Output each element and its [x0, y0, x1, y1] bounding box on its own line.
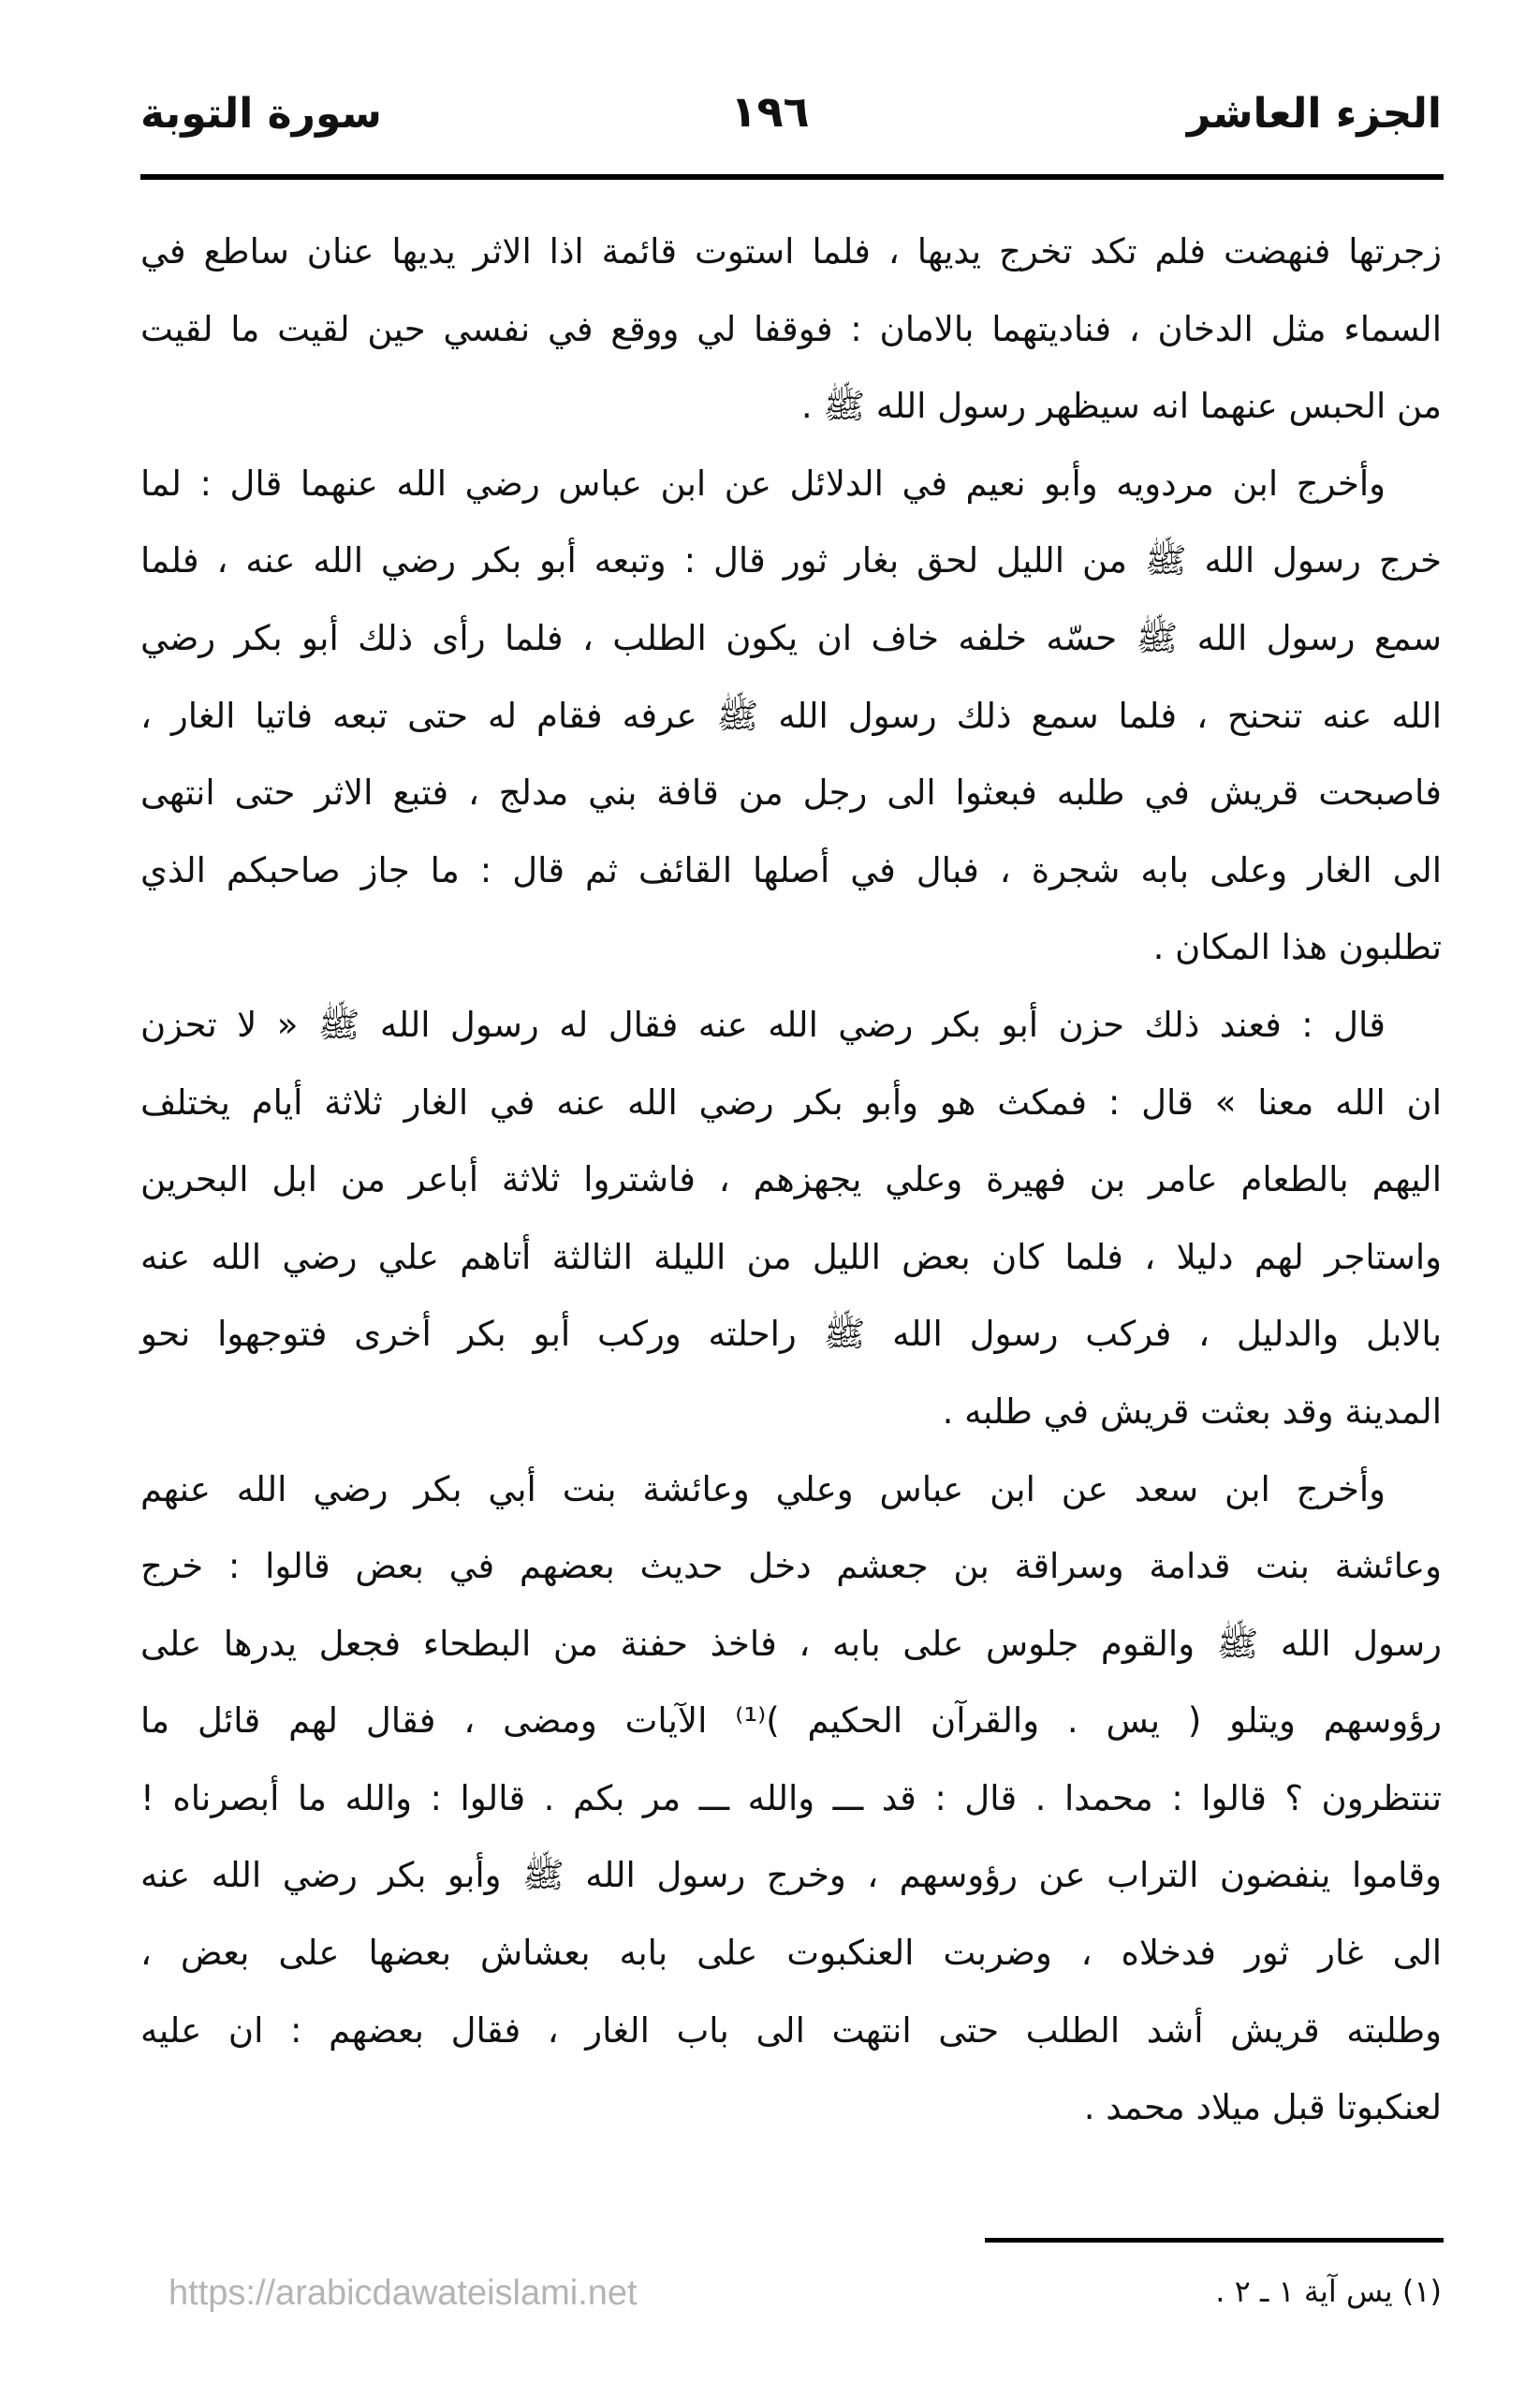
- text-line: اليهم بالطعام عامر بن فهيرة وعلي يجهزهم ، فاشتروا ثلاثة أباعر من ابل البحرين: [140, 1159, 1442, 1200]
- text-line: سمع رسول الله ﷺ حسّه خلفه خاف ان يكون الطلب ، فلما رأى ذلك أبو بكر رضي: [140, 617, 1442, 658]
- text-line: تنتظرون ؟ قالوا : محمدا . قال : قد ـــ والله ـــ مر بكم . قالوا : والله ما أبصرناه !: [140, 1777, 1442, 1818]
- text-line: وأخرج ابن مردويه وأبو نعيم في الدلائل عن ابن عباس رضي الله عنهما قال : لما: [140, 463, 1386, 504]
- text-line: وعائشة بنت قدامة وسراقة بن جعشم دخل حديث بعضهم في بعض قالوا : خرج: [140, 1546, 1442, 1587]
- paragraph: [140, 446, 1442, 987]
- text-line: رؤوسهم ويتلو ( يس . والقرآن الحكيم )⁽¹⁾ الآيات ومضى ، فقال لهم قائل ما: [140, 1700, 1442, 1742]
- paragraph: [140, 213, 1442, 446]
- text-line: الله عنه تنحنح ، فلما سمع ذلك رسول الله ﷺ عرفه فقام له حتى تبعه فاتيا الغار ،: [140, 695, 1442, 736]
- text-line: فاصبحت قريش في طلبه فبعثوا الى رجل من قافة بني مدلج ، فتبع الاثر حتى انتهى: [140, 772, 1442, 814]
- text-line: وطلبته قريش أشد الطلب حتى انتهت الى باب الغار ، فقال بعضهم : ان عليه: [140, 2009, 1442, 2051]
- running-header-part: الجزء العاشر: [1186, 90, 1442, 138]
- text-line: ان الله معنا » قال : فمكث هو وأبو بكر رضي الله عنه في الغار ثلاثة أيام يختلف: [140, 1081, 1442, 1123]
- text-line: بالابل والدليل ، فركب رسول الله ﷺ راحلته وركب أبو بكر أخرى فتوجهوا نحو: [140, 1314, 1442, 1355]
- text-line: تطلبون هذا المكان .: [1152, 927, 1442, 968]
- paragraph: [140, 987, 1442, 1451]
- header-rule: [140, 174, 1444, 180]
- text-line: خرج رسول الله ﷺ من الليل لحق بغار ثور قال : وتبعه أبو بكر رضي الله عنه ، فلما: [140, 540, 1442, 581]
- page-number: ١٩٦: [730, 86, 810, 137]
- text-line: رسول الله ﷺ والقوم جلوس على بابه ، فاخذ حفنة من البطحاء فجعل يدرها على: [140, 1623, 1442, 1664]
- text-line: السماء مثل الدخان ، فناديتهما بالامان : فوقفا لي ووقع في نفسي حين لقيت ما لقيت: [140, 308, 1442, 349]
- text-line: المدينة وقد بعثت قريش في طلبه .: [942, 1390, 1442, 1432]
- watermark-link[interactable]: https://arabicdawateislami.net: [169, 2273, 638, 2313]
- text-line: وقاموا ينفضون التراب عن رؤوسهم ، وخرج رسول الله ﷺ وأبو بكر رضي الله عنه: [140, 1855, 1442, 1896]
- footnote: (١) يس آية ١ ـ ٢ .: [1215, 2273, 1442, 2309]
- text-line: زجرتها فنهضت فلم تكد تخرج يديها ، فلما استوت قائمة اذا الاثر يديها عنان ساطع في: [140, 231, 1442, 272]
- running-header-surah: سورة التوبة: [140, 90, 382, 138]
- paragraph: [140, 1451, 1442, 2147]
- text-line: الى الغار وعلى بابه شجرة ، فبال في أصلها القائف ثم قال : ما جاز صاحبكم الذي: [140, 849, 1442, 890]
- text-line: من الحبس عنهما انه سيظهر رسول الله ﷺ .: [800, 386, 1442, 427]
- text-line: قال : فعند ذلك حزن أبو بكر رضي الله عنه فقال له رسول الله ﷺ « لا تحزن: [140, 1004, 1386, 1045]
- text-line: لعنكبوتا قبل ميلاد محمد .: [1083, 2087, 1442, 2128]
- text-line: وأخرج ابن سعد عن ابن عباس وعلي وعائشة بنت أبي بكر رضي الله عنهم: [140, 1468, 1386, 1509]
- text-line: واستاجر لهم دليلا ، فلما كان بعض الليل من الليلة الثالثة أتاهم علي رضي الله عنه: [140, 1236, 1442, 1277]
- text-line: الى غار ثور فدخلاه ، وضربت العنكبوت على بابه بعشاش بعضها على بعض ،: [140, 1933, 1442, 1974]
- body-text: [140, 213, 1442, 2147]
- footnote-rule: [985, 2238, 1444, 2243]
